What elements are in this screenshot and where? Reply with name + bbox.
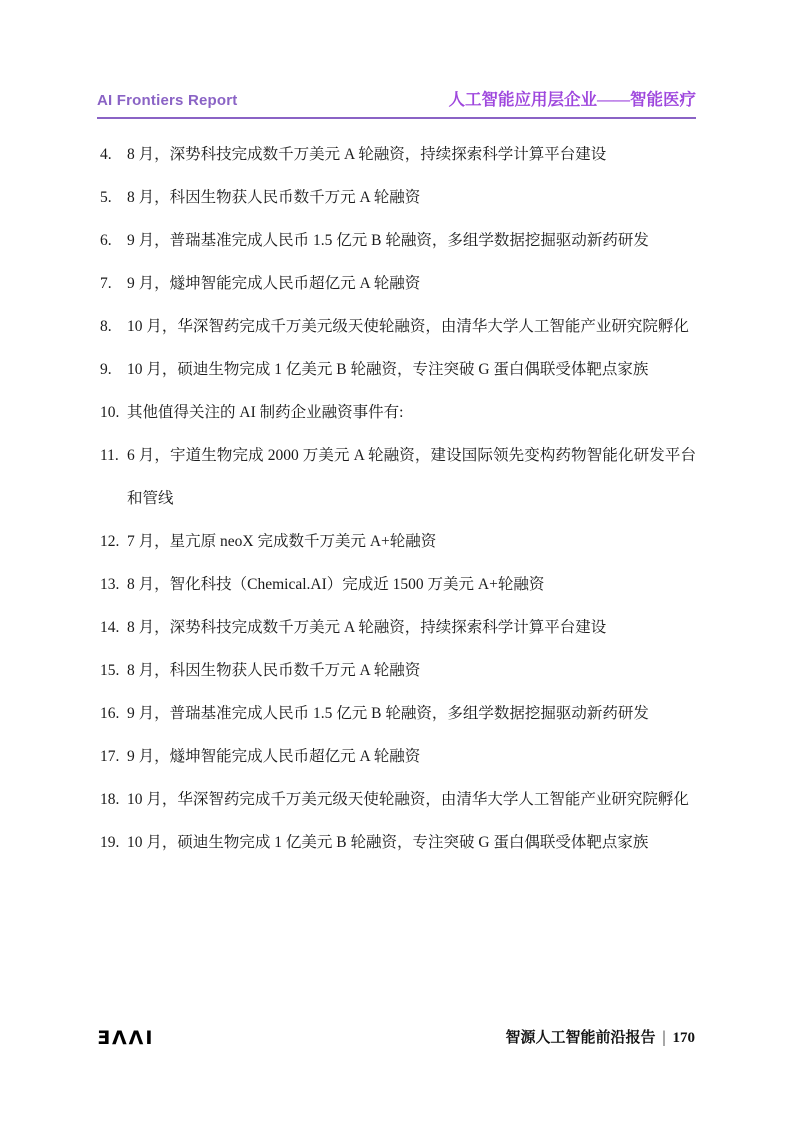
item-number: 16. xyxy=(100,705,120,722)
list-item xyxy=(100,133,696,176)
header-left-title: AI Frontiers Report xyxy=(97,92,238,109)
item-text: 8 月，深势科技完成数千万美元 A 轮融资，持续探索科学计算平台建设 xyxy=(127,146,607,163)
item-number: 5. xyxy=(100,189,112,206)
list-item xyxy=(100,434,696,520)
item-number: 13. xyxy=(100,576,120,593)
item-number: 14. xyxy=(100,619,120,636)
item-text: 8 月，科因生物获人民币数千万元 A 轮融资 xyxy=(127,189,421,206)
list-item xyxy=(100,821,696,864)
list-item xyxy=(100,606,696,649)
list-item xyxy=(100,778,696,821)
item-number: 7. xyxy=(100,275,112,292)
list-item xyxy=(100,262,696,305)
footer-report-info xyxy=(505,1027,695,1049)
item-number: 12. xyxy=(100,533,120,550)
item-text: 10 月，华深智药完成千万美元级天使轮融资，由清华大学人工智能产业研究院孵化 xyxy=(127,791,689,808)
footer-separator: | xyxy=(662,1028,666,1048)
item-number: 11. xyxy=(100,447,119,464)
list-item xyxy=(100,520,696,563)
item-text: 9 月，普瑞基准完成人民币 1.5 亿元 B 轮融资，多组学数据挖掘驱动新药研发 xyxy=(127,232,649,249)
list-item xyxy=(100,176,696,219)
item-number: 6. xyxy=(100,232,112,249)
item-number: 9. xyxy=(100,361,112,378)
item-number: 8. xyxy=(100,318,112,335)
item-number: 19. xyxy=(100,834,120,851)
item-number: 18. xyxy=(100,791,120,808)
header-right-title: 人工智能应用层企业——智能医疗 xyxy=(448,90,696,109)
page-header xyxy=(97,86,696,119)
footer-report-title: 智源人工智能前沿报告 xyxy=(505,1030,656,1046)
item-text: 8 月，深势科技完成数千万美元 A 轮融资，持续探索科学计算平台建设 xyxy=(127,619,607,636)
page-number: 170 xyxy=(672,1030,695,1046)
baai-logo: ƎΛΛI xyxy=(97,1027,155,1049)
item-text: 9 月，普瑞基准完成人民币 1.5 亿元 B 轮融资，多组学数据挖掘驱动新药研发 xyxy=(127,705,649,722)
item-number: 15. xyxy=(100,662,120,679)
item-number: 4. xyxy=(100,146,112,163)
list-item xyxy=(100,348,696,391)
funding-events-list xyxy=(100,133,696,864)
list-item xyxy=(100,563,696,606)
item-text: 10 月，华深智药完成千万美元级天使轮融资，由清华大学人工智能产业研究院孵化 xyxy=(127,318,689,335)
list-item xyxy=(100,219,696,262)
list-item xyxy=(100,735,696,778)
list-item xyxy=(100,692,696,735)
item-text: 10 月，硕迪生物完成 1 亿美元 B 轮融资，专注突破 G 蛋白偶联受体靶点家族 xyxy=(127,834,649,851)
list-item xyxy=(100,391,696,434)
list-item xyxy=(100,649,696,692)
item-text: 8 月，科因生物获人民币数千万元 A 轮融资 xyxy=(127,662,421,679)
item-text: 6 月，宇道生物完成 2000 万美元 A 轮融资，建设国际领先变构药物智能化研发平台和管线 xyxy=(127,447,696,507)
item-text: 9 月，燧坤智能完成人民币超亿元 A 轮融资 xyxy=(127,275,421,292)
item-text: 8 月，智化科技（Chemical.AI）完成近 1500 万美元 A+轮融资 xyxy=(127,576,545,593)
item-text: 其他值得关注的 AI 制药企业融资事件有: xyxy=(127,404,404,421)
list-item xyxy=(100,305,696,348)
item-text: 9 月，燧坤智能完成人民币超亿元 A 轮融资 xyxy=(127,748,421,765)
item-number: 10. xyxy=(100,404,120,421)
item-text: 10 月，硕迪生物完成 1 亿美元 B 轮融资，专注突破 G 蛋白偶联受体靶点家族 xyxy=(127,361,649,378)
item-number: 17. xyxy=(100,748,120,765)
item-text: 7 月，星亢原 neoX 完成数千万美元 A+轮融资 xyxy=(127,533,437,550)
